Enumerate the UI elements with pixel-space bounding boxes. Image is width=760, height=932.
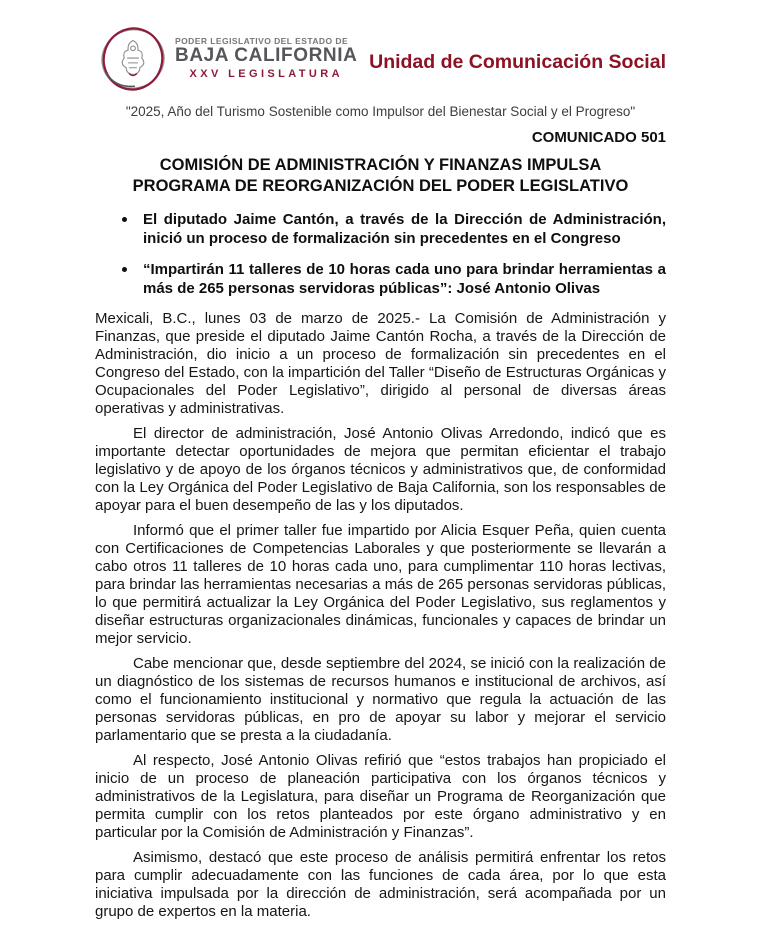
paragraph: Cabe mencionar que, desde septiembre del 2024, se inició con la realización de un diagnóstico de los sistemas de recursos humanos e institucional de archivos, así como el funcionamiento institucional y normativo que regula la actuación de las personas servidoras públicas, en pro de apoyar su labor y mejorar el servicio parlamentario que se presta a la ciudadanía. <box>95 655 666 744</box>
congress-emblem-icon <box>98 24 168 94</box>
paragraph: El director de administración, José Antonio Olivas Arredondo, indicó que es importante detectar oportunidades de mejora que permitan eficientar el trabajo legislativo y de apoyo de los órganos técnicos y administrativos que, de conformidad con la Ley Orgánica del Poder Legislativo de Baja California, son los responsables de apoyar para el buen desempeño de las y los diputados. <box>95 425 666 514</box>
logo-legislature-label: XXV LEGISLATURA <box>189 67 343 80</box>
bulletin-number: COMUNICADO 501 <box>531 129 666 146</box>
unit-title: Unidad de Comunicación Social <box>369 50 666 73</box>
congress-logo <box>98 24 357 94</box>
paragraph: Informó que el primer taller fue impartido por Alicia Esquer Peña, quien cuenta con Certificaciones de Competencias Laborales y que posteriormente se llevarán a cabo otros 11 talleres de 10 horas cada uno, para cumplimentar 110 horas lectivas, para brindar las herramientas necesarias a más de 265 personas servidoras públicas, lo que permitirá actualizar la Ley Orgánica del Poder Legislativo, sus reglamentos y diseñar estructuras organizacionales dinámicas, funcionales y capaces de brindar un mejor servicio. <box>95 522 666 647</box>
paragraph: Asimismo, destacó que este proceso de análisis permitirá enfrentar los retos para cumplir adecuadamente con las funciones de cada área, por lo que esta iniciativa impulsada por la dirección de administración, será acompañada por un grupo de expertos en la materia. <box>95 849 666 920</box>
headline-line-2: PROGRAMA DE REORGANIZACIÓN DEL PODER LEGISLATIVO <box>132 177 629 195</box>
list-item <box>95 260 666 298</box>
paragraph: Al respecto, José Antonio Olivas refirió que “estos trabajos han propiciado el inicio de un proceso de planeación participativa con los órganos técnicos y administrativos de la Legislatura, para diseñar un Programa de Reorganización que permita cumplir con los retos planteados por este órgano administrativo y en particular por la Comisión de Administración y Finanzas”. <box>95 752 666 841</box>
list-item <box>95 210 666 248</box>
bullet-icon <box>122 267 127 272</box>
document-header <box>95 22 666 96</box>
logo-institution-label: PODER LEGISLATIVO DEL ESTADO DE <box>175 36 349 47</box>
key-points-list <box>95 210 666 298</box>
headline <box>95 155 666 197</box>
list-item-text: “Impartirán 11 talleres de 10 horas cada uno para brindar herramientas a más de 265 personas servidoras públicas”: José Antonio Olivas <box>143 261 666 297</box>
year-motto: "2025, Año del Turismo Sostenible como Impulsor del Bienestar Social y el Progreso" <box>125 104 636 119</box>
logo-wordmark <box>175 37 357 81</box>
bullet-icon <box>122 217 127 222</box>
article-body <box>95 310 666 921</box>
logo-state-name: BAJA CALIFORNIA <box>175 45 358 67</box>
paragraph-dateline: Mexicali, B.C., lunes 03 de marzo de 2025.- La Comisión de Administración y Finanzas, que preside el diputado Jaime Cantón Rocha, a través de la Dirección de Administración, dio inicio a un proceso de formalización sin precedentes en el Congreso del Estado, con la impartición del Taller “Diseño de Estructuras Orgánicas y Ocupacionales del Poder Legislativo”, dirigido al personal de diversas áreas operativas y administrativas. <box>95 310 666 417</box>
list-item-text: El diputado Jaime Cantón, a través de la Dirección de Administración, inició un proceso de formalización sin precedentes en el Congreso <box>143 211 666 247</box>
headline-line-1: COMISIÓN DE ADMINISTRACIÓN Y FINANZAS IMPULSA <box>159 156 602 174</box>
